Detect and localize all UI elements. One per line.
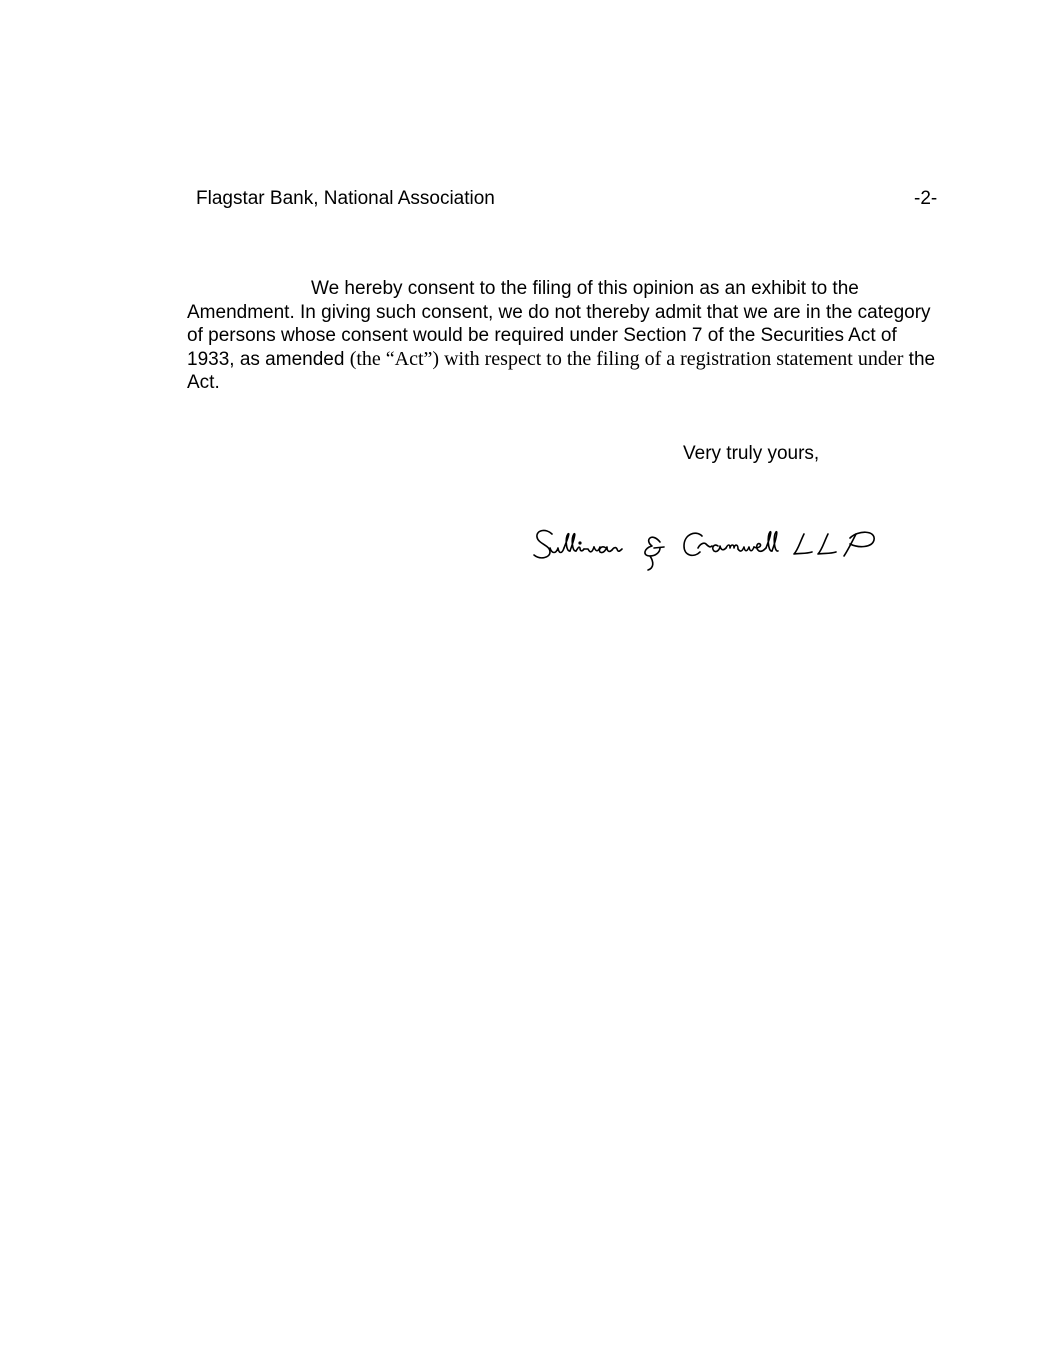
consent-paragraph: [187, 277, 947, 395]
signature-image: [528, 518, 898, 578]
page-number: -2-: [914, 188, 938, 209]
addressee-header: Flagstar Bank, National Association: [196, 188, 495, 209]
valediction: Very truly yours,: [683, 443, 820, 464]
consent-text-part-1: We hereby consent to the filing of this opinion as an exhibit to the Amendment. In giving such consent, we do not thereby admit that we are in the category of persons whose consent would be required under Section 7 of the Securities Act of 1933, as amended: [187, 278, 931, 370]
handwritten-signature: [528, 518, 898, 578]
consent-text-part-3: the Act.: [187, 348, 936, 394]
consent-text-part-2: (the “Act”) with respect to the filing of a registration statement under: [349, 347, 904, 370]
